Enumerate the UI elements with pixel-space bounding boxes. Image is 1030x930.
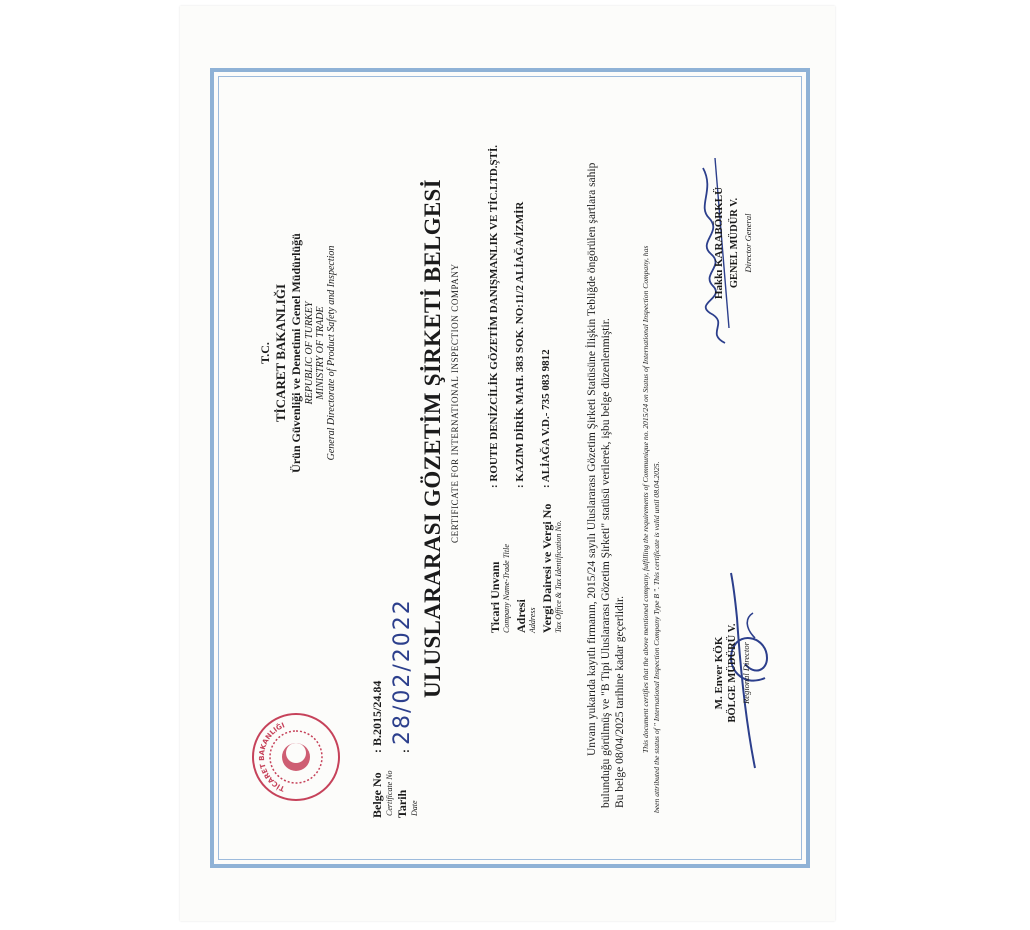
certificate-content — [220, 78, 800, 858]
seal-graphic — [250, 711, 342, 803]
certificate-date-label: Tarih — [395, 789, 409, 818]
certificate-title: ULUSLARARASI GÖZETİM ŞİRKETİ BELGESİ — [420, 179, 445, 698]
body-line-3: Bu belge 08/04/2025 tarihine kadar geçerlidir. — [614, 595, 626, 808]
header-directorate: Ürün Güvenliği ve Denetimi Genel Müdürlüğü — [289, 233, 303, 473]
signatory-left-title-en: Regional Director — [741, 642, 751, 704]
certificate-no-label-en: Certificate No — [385, 770, 394, 816]
seal-crescent — [286, 743, 306, 763]
field-address — [514, 113, 538, 633]
signatory-right-name: Hakkı KARABÖRKLÜ — [713, 186, 725, 300]
certificate-subtitle: CERTIFICATE FOR INTERNATIONAL INSPECTION COMPANY — [450, 263, 460, 543]
certificate-date-handwritten: 28/02/2022 — [390, 598, 415, 745]
certificate-english-note — [640, 246, 662, 813]
field-trade-title-value: : ROUTE DENİZCİLİK GÖZETİM DANIŞMANLIK VE TİC.LTD.ŞTİ. — [488, 144, 500, 488]
field-trade-title-label-en: Company Name-Trade Title — [502, 544, 511, 633]
body-line-1: Unvanı yukarıda kayıtlı firmanın, 2015/24 sayılı Uluslararası Gözetim Şirketi Statüsüne İlişkin Tebliğde öngörülen şartlara sahip — [586, 162, 598, 756]
certificate-date-label-en: Date — [410, 800, 419, 816]
header-tc: T.C. — [258, 342, 272, 364]
certificate-date-block — [395, 790, 419, 818]
signatory-left-title: BÖLGE MÜDÜRÜ V. — [727, 623, 738, 723]
header-ministry: TİCARET BAKANLIĞI — [273, 283, 288, 423]
english-note-line-1: This document certifies that the above mentioned company, fulfilling the requirements of Communique no. 2015/24 on Status of International Inspection Company, has — [641, 245, 650, 753]
header-ministry-en: MINISTRY OF TRADE — [315, 306, 326, 400]
field-tax-label: Vergi Dairesi ve Vergi No — [540, 503, 554, 633]
signatory-left-name: M. Enver KÖK — [713, 636, 725, 710]
field-tax — [540, 113, 564, 633]
header-directorate-en: General Directorate of Product Safety and Inspection — [326, 245, 337, 461]
certificate-date-colon: : — [398, 749, 412, 753]
signatory-right-title-en: Director General — [743, 213, 753, 273]
certificate-no-label: Belge No — [370, 772, 384, 818]
certificate-number-block — [370, 770, 394, 818]
header-republic-en: REPUBLIC OF TURKEY — [304, 301, 315, 405]
field-address-label-en: Address — [528, 607, 537, 633]
ministry-seal — [250, 711, 347, 803]
signature-left — [685, 548, 785, 788]
field-trade-title — [488, 113, 512, 633]
body-line-2: bulunduğu görülmüş ve "B Tipi Uluslararası Gözetim Şirketi" statüsü verilerek, işbu belge düzenlenmiştir. — [600, 318, 612, 808]
certificate-body — [585, 163, 627, 808]
field-trade-title-label: Ticari Unvanı — [488, 561, 502, 633]
issuer-header — [258, 228, 337, 478]
english-note-line-2: been attributed the status of " International Inspection Company Type B ". This certificate is valid until 08.04.2025. — [652, 461, 661, 813]
field-address-label: Adresi — [514, 599, 528, 633]
signature-right — [685, 118, 785, 358]
certificate-no-value: : B.2015/24.84 — [370, 680, 384, 753]
seal-text: TİCARET BAKANLIĞI — [257, 721, 286, 793]
field-tax-label-en: Tax Office & Tax Identification No. — [554, 520, 563, 633]
field-tax-value: : ALİAĞA V.D.- 735 083 9812 — [540, 349, 552, 488]
company-fields — [488, 113, 564, 633]
signatory-right-title: GENEL MÜDÜR V. — [729, 197, 740, 289]
field-address-value: : KAZIM DİRİK MAH. 383 SOK. NO:11/2 ALİAĞA/İZMİR — [514, 201, 526, 488]
